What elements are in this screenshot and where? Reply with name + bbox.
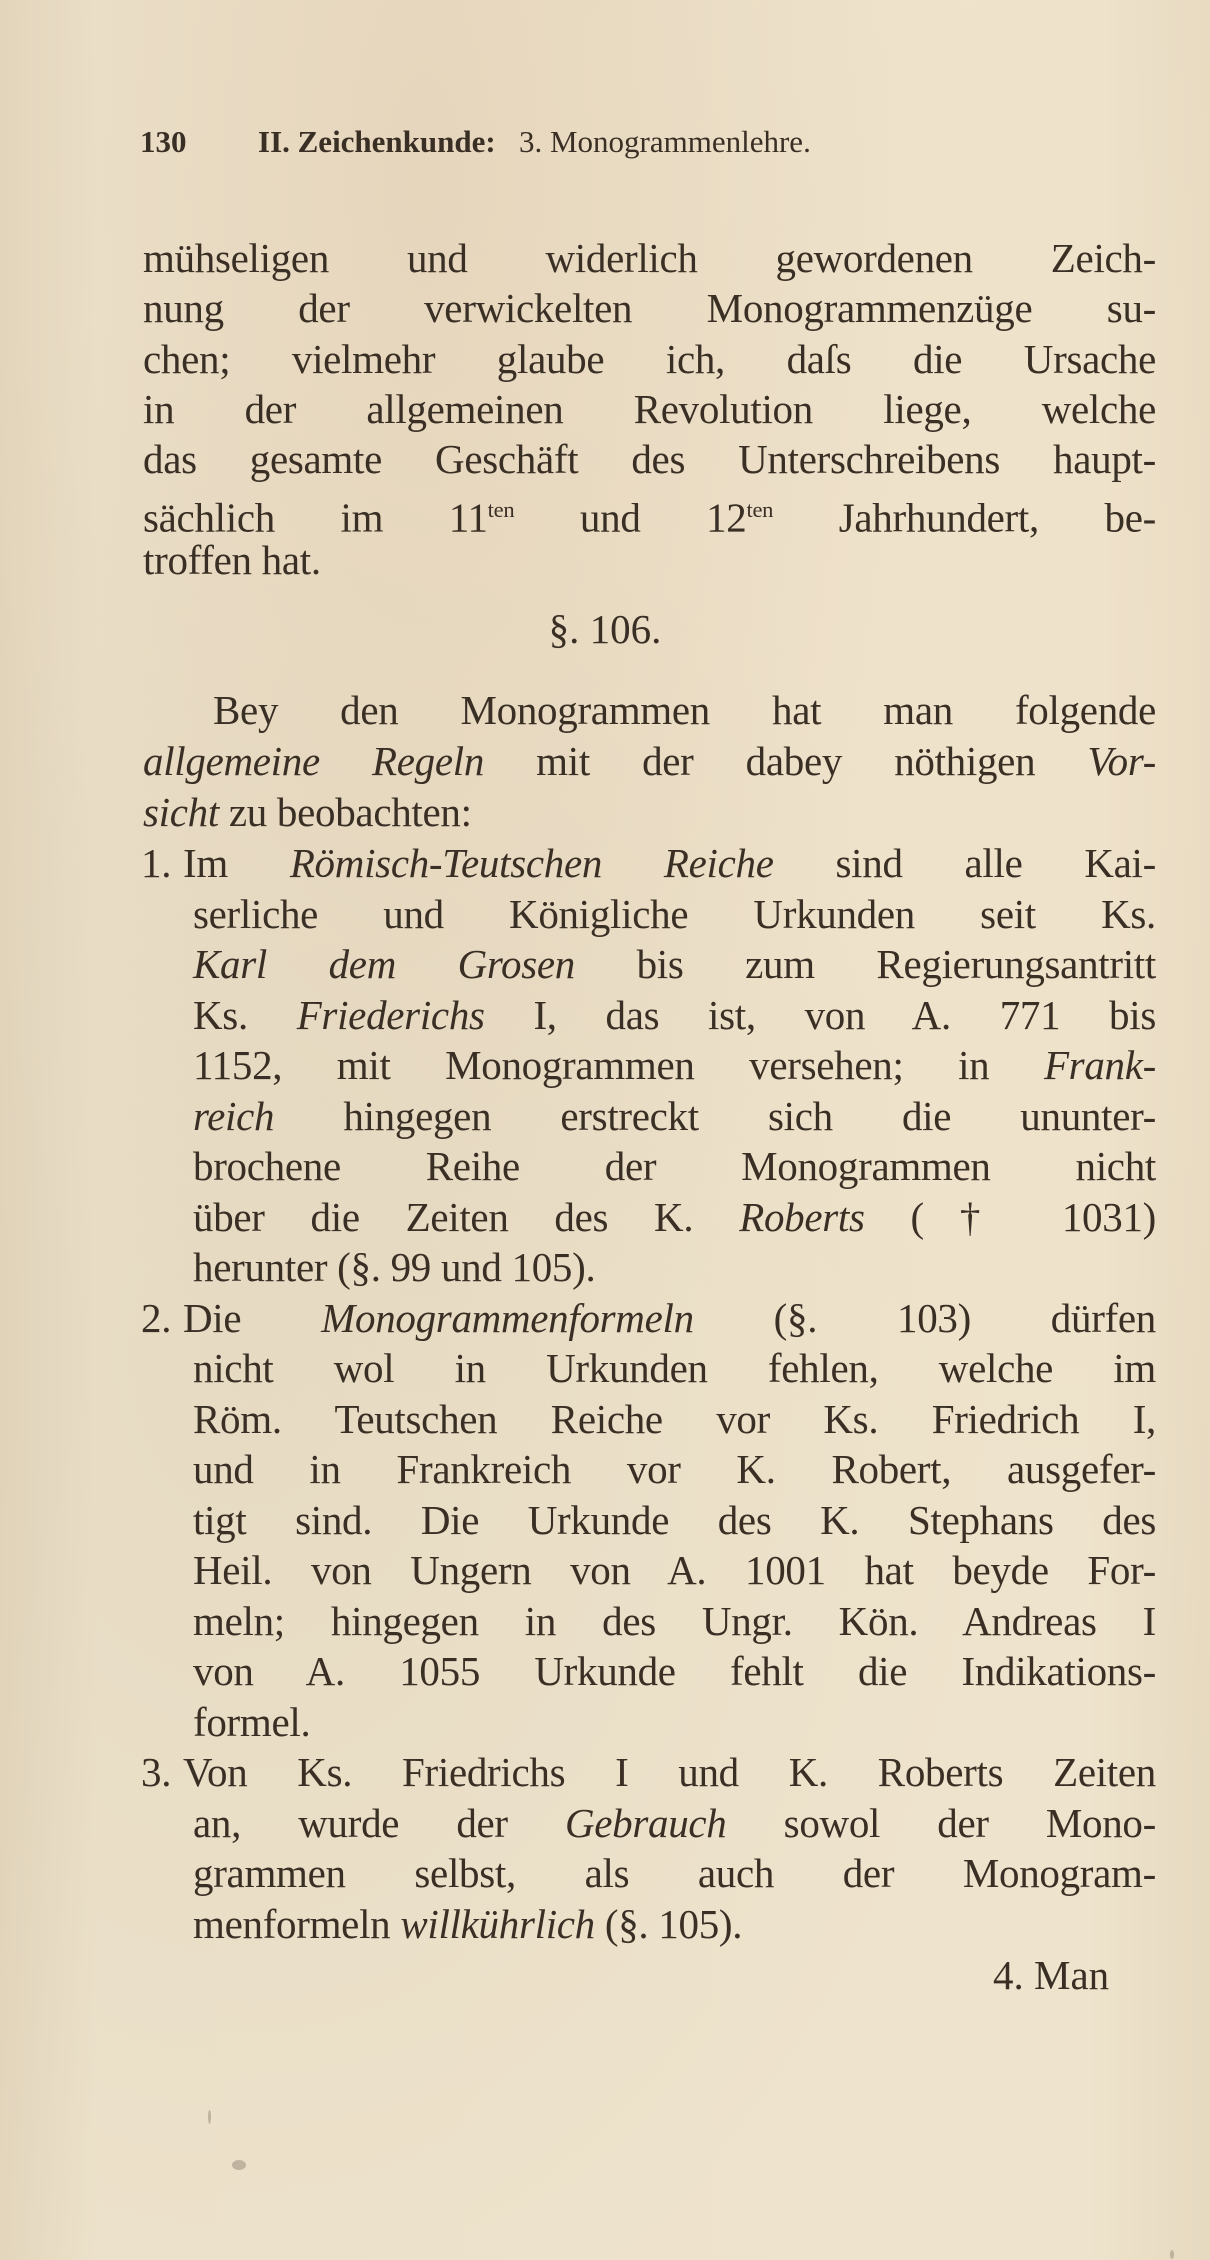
text-line xyxy=(143,434,1156,484)
text-run: von A. 1055 Urkunde fehlt die Indikations- xyxy=(193,1648,1156,1694)
text-line xyxy=(143,384,1156,434)
paper-speck xyxy=(1170,2250,1174,2259)
running-head-part: II. Zeichenkunde: xyxy=(258,124,496,159)
page-number: 130 xyxy=(140,124,187,159)
rule-line xyxy=(193,1495,1156,1545)
text-run: grammen selbst, als auch der Monogram- xyxy=(193,1850,1156,1896)
paper-speck xyxy=(208,2110,211,2124)
superscript: ten xyxy=(746,496,774,522)
section-heading: §. 106. xyxy=(548,606,662,652)
rule-line xyxy=(193,1697,310,1747)
rule-number: 1. xyxy=(141,840,172,886)
rule-line xyxy=(193,1141,1156,1191)
text-run: Röm. Teutschen Reiche vor Ks. Friedrich I, xyxy=(193,1395,1156,1442)
intro-line xyxy=(143,736,1156,786)
rule-line xyxy=(193,1899,742,1949)
rule-line xyxy=(193,990,1156,1040)
text-run: sind alle Kai- xyxy=(773,840,1156,886)
rule-line xyxy=(193,1545,1156,1595)
italic-text: Römisch-Teutschen Reiche xyxy=(289,840,774,886)
text-line xyxy=(143,233,1156,283)
text-run: und 12 xyxy=(514,494,747,541)
italic-text: Gebrauch xyxy=(564,1799,727,1846)
rule-number: 3. xyxy=(141,1749,172,1795)
text-run: tigt sind. Die Urkunde des K. Stephans des xyxy=(193,1496,1156,1543)
text-run: Im xyxy=(183,840,290,886)
superscript: ten xyxy=(487,496,515,522)
text-run: nicht wol in Urkunden fehlen, welche im xyxy=(193,1345,1156,1391)
rule-line xyxy=(193,1091,1156,1141)
text-run: Die xyxy=(183,1294,322,1341)
rule-line xyxy=(193,889,1156,939)
rule-number: 2. xyxy=(141,1294,172,1341)
text-run: an, wurde der xyxy=(193,1799,565,1846)
intro-line xyxy=(143,787,472,837)
rule-line xyxy=(193,1646,1156,1696)
text-run: zu beobachten: xyxy=(218,789,472,835)
rule-line xyxy=(183,838,1156,888)
italic-text: allgemeine Regeln xyxy=(143,738,485,784)
rule-line xyxy=(193,1343,1156,1393)
rule-line xyxy=(193,1596,1156,1646)
text-run: formel. xyxy=(193,1698,311,1745)
text-run: chen; vielmehr glaube ich, daſs die Ursache xyxy=(143,335,1156,382)
text-line xyxy=(143,485,1156,543)
text-run: mit der dabey nöthigen xyxy=(484,738,1088,784)
text-run: brochene Reihe der Monogrammen nicht xyxy=(193,1143,1156,1189)
rule-line xyxy=(193,1444,1156,1494)
rule-line xyxy=(193,1040,1156,1090)
rule-line xyxy=(193,1394,1156,1444)
text-line xyxy=(143,535,321,585)
text-run: sowol der Mono- xyxy=(726,1799,1156,1846)
italic-text: Roberts xyxy=(739,1193,865,1240)
text-run: hingegen erstreckt sich die ununter- xyxy=(274,1092,1156,1139)
text-run: herunter (§. 99 und 105). xyxy=(193,1244,596,1290)
rule-line xyxy=(183,1747,1156,1797)
catchword: 4. Man xyxy=(993,1952,1110,1998)
rule-line xyxy=(193,1192,1156,1242)
text-run: troffen hat. xyxy=(143,536,321,583)
rule-line xyxy=(193,1798,1156,1848)
running-header xyxy=(140,122,811,162)
text-line xyxy=(143,334,1156,384)
text-run: Heil. von Ungern von A. 1001 hat beyde For- xyxy=(193,1547,1156,1593)
italic-text: sicht xyxy=(143,789,219,835)
text-run: serliche und Königliche Urkunden seit Ks. xyxy=(193,890,1156,937)
text-run: über die Zeiten des K. xyxy=(193,1193,740,1240)
italic-text: willkührlich xyxy=(400,1900,595,1947)
text-run: I, das ist, von A. 771 bis xyxy=(484,991,1156,1038)
text-run: meln; hingegen in des Ungr. Kön. Andreas I xyxy=(193,1597,1156,1644)
text-run: bis zum Regierungsantritt xyxy=(575,941,1156,987)
italic-text: Vor- xyxy=(1087,738,1157,784)
text-run: Bey den Monogrammen hat man folgende xyxy=(213,687,1156,733)
rule-line xyxy=(193,1848,1156,1898)
text-run: das gesamte Geschäft des Unterschreibens haupt- xyxy=(143,436,1156,483)
italic-text: reich xyxy=(193,1092,275,1139)
italic-text: Karl dem Grosen xyxy=(193,941,575,987)
italic-text: Frank- xyxy=(1043,1042,1156,1088)
paper-speck xyxy=(232,2160,246,2170)
text-run: Von Ks. Friedrichs I und K. Roberts Zeiten xyxy=(183,1749,1156,1795)
text-run: in der allgemeinen Revolution liege, welche xyxy=(143,385,1156,432)
running-head-chapter: 3. Monogrammenlehre. xyxy=(518,124,811,159)
text-run: menformeln xyxy=(193,1900,401,1947)
text-run: mühseligen und widerlich gewordenen Zeich- xyxy=(143,235,1156,281)
rule-line xyxy=(193,939,1156,989)
text-run: 1152, mit Monogrammen versehen; in xyxy=(193,1042,1044,1088)
text-run: Jahrhundert, be- xyxy=(773,494,1156,541)
text-line xyxy=(143,283,1156,333)
italic-text: Friederichs xyxy=(296,991,485,1038)
text-run: und in Frankreich vor K. Robert, ausgefer- xyxy=(193,1446,1156,1492)
text-run: Ks. xyxy=(193,991,297,1038)
italic-text: Monogrammenformeln xyxy=(321,1294,694,1341)
text-run: (§. 105). xyxy=(594,1900,743,1947)
rule-line xyxy=(193,1242,595,1292)
text-run: nung der verwickelten Monogrammenzüge su- xyxy=(143,285,1156,332)
rule-line xyxy=(183,1293,1156,1343)
text-run: sächlich im 11 xyxy=(143,494,488,541)
intro-line xyxy=(213,685,1156,735)
text-run: (§. 103) dürfen xyxy=(693,1294,1156,1341)
text-run: († 1031) xyxy=(864,1193,1156,1240)
